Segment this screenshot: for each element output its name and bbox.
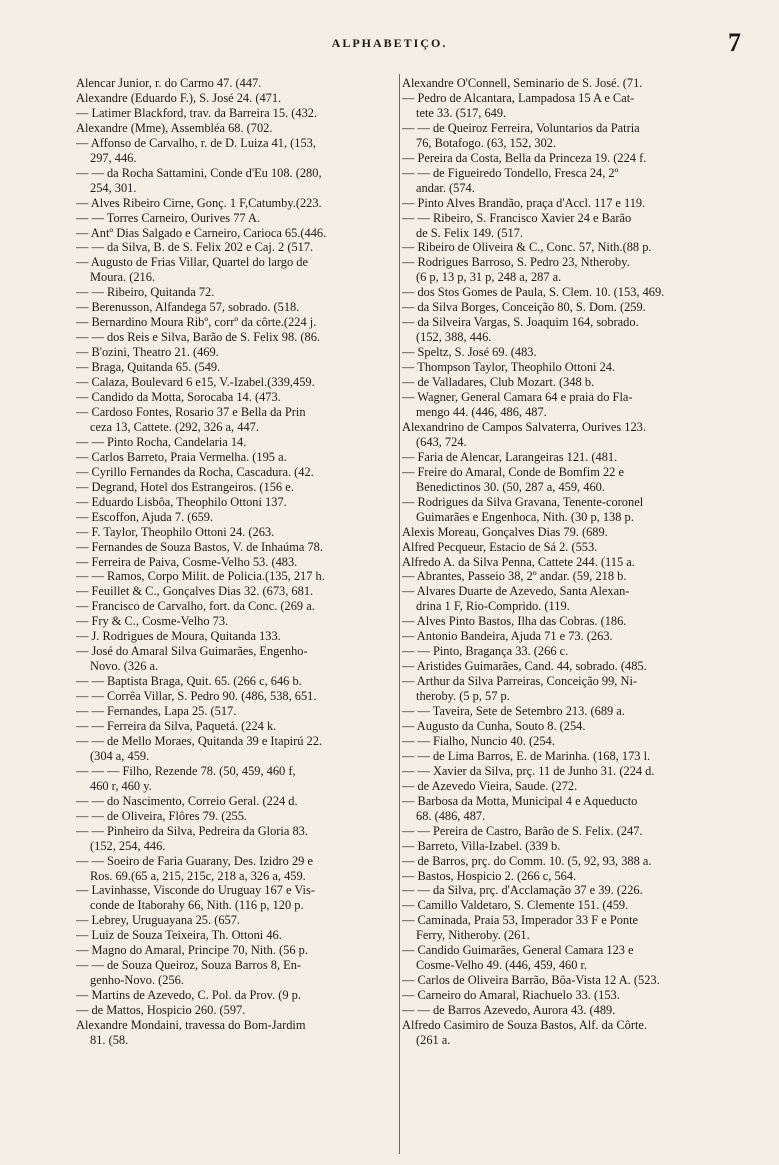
directory-entry-line: Alexis Moreau, Gonçalves Dias 79. (689. xyxy=(402,524,608,539)
directory-entry-line: 81. (58. xyxy=(90,1033,129,1047)
directory-entry-line: — — Ribeiro, S. Francisco Xavier 24 e Barão xyxy=(402,210,632,225)
directory-entry-line: — — Ribeiro, Quitanda 72. xyxy=(76,285,215,300)
directory-entry-line: — Augusto de Frias Villar, Quartel do largo de xyxy=(76,255,308,270)
directory-entry-line: — — Pinto, Bragança 33. (266 c. xyxy=(402,644,569,659)
directory-entry-line: — Wagner, General Camara 64 e praia do Fla- xyxy=(402,390,633,405)
directory-entry-line: — Pinto Alves Brandão, praça d'Accl. 117 e 119. xyxy=(402,195,646,210)
directory-entry-line: — Escoffon, Ajuda 7. (659. xyxy=(76,509,214,524)
directory-entry-line: — — de Queiroz Ferreira, Voluntarios da Patria xyxy=(402,120,640,135)
directory-entry-line: — Berenusson, Alfandega 57, sobrado. (518. xyxy=(76,300,300,315)
directory-entry-line: — — da Rocha Sattamini, Conde d'Eu 108. (280, xyxy=(76,165,322,180)
directory-entry-line: — Aristides Guimarães, Cand. 44, sobrado. (485. xyxy=(402,659,647,674)
directory-entry-line: — — Ferreira da Silva, Paquetá. (224 k. xyxy=(76,718,277,733)
directory-entry-line: — — dos Reis e Silva, Barão de S. Felix 98. (86. xyxy=(76,330,321,345)
page-header xyxy=(0,28,779,58)
directory-entry-line: — — Fialho, Nuncio 40. (254. xyxy=(402,733,555,748)
directory-entry-line: Cosme-Velho 49. (446, 459, 460 r. xyxy=(416,958,588,973)
directory-entry-line: Alfredo Casimiro de Souza Bastos, Alf. da Côrte. xyxy=(402,1018,648,1033)
directory-entry-line: — — Pereira de Castro, Barão de S. Felix. (247. xyxy=(402,823,643,838)
directory-entry-line: Ros. 69.(65 a, 215, 215c, 218 a, 326 a, 459. xyxy=(90,868,306,883)
directory-entry-line: — Antº Dias Salgado e Carneiro, Carioca 65.(446. xyxy=(76,225,327,240)
directory-entry-line: — B'ozini, Theatro 21. (469. xyxy=(76,345,219,360)
directory-entry-line: theroby. (5 p, 57 p. xyxy=(416,689,510,704)
directory-entry-line: — Eduardo Lisbôa, Theophilo Ottoni 137. xyxy=(76,494,287,509)
directory-entry-line: Alexandre O'Connell, Seminario de S. José. (71. xyxy=(402,76,643,90)
directory-entry-line: — Speltz, S. José 69. (483. xyxy=(402,345,537,360)
directory-entry-line: — da Silveira Vargas, S. Joaquim 164, sobrado. xyxy=(402,315,639,330)
directory-entry-line: — — Fernandes, Lapa 25. (517. xyxy=(76,704,237,719)
directory-entry-line: — Abrantes, Passeio 38, 2º andar. (59, 218 b. xyxy=(402,569,627,584)
directory-entry-line: — Pedro de Alcantara, Lampadosa 15 A e Cat- xyxy=(402,90,635,105)
directory-entry-line: — — de Lima Barros, E. de Marinha. (168, 173 l. xyxy=(402,748,651,763)
directory-entry-line: 254, 301. xyxy=(90,180,137,195)
directory-entry-line: — Faria de Alencar, Larangeiras 121. (481. xyxy=(402,449,618,464)
directory-entry-line: — Alves Ribeiro Cirne, Gonç. 1 F,Catumby.(223. xyxy=(76,195,322,210)
directory-entry-line: — — Corrêa Villar, S. Pedro 90. (486, 538, 651. xyxy=(76,689,317,704)
directory-entry-line: — — de Oliveira, Flôres 79. (255. xyxy=(76,808,248,823)
directory-entry-line: — Francisco de Carvalho, fort. da Conc. (269 a. xyxy=(76,599,315,614)
directory-entry-line: — Bernardino Moura Ribº, corrº da côrte.(224 j. xyxy=(76,315,317,330)
directory-entry-line: — — de Figueiredo Tondello, Fresca 24, 2º xyxy=(402,165,619,180)
directory-entry-line: — — do Nascimento, Correio Geral. (224 d. xyxy=(76,793,298,808)
directory-entry-line: — de Mattos, Hospicio 260. (597. xyxy=(76,1003,246,1018)
directory-entry-line: de S. Felix 149. (517. xyxy=(416,225,524,240)
directory-entry-line: — — Pinto Rocha, Candelaria 14. xyxy=(76,434,247,449)
directory-entry-line: (152, 254, 446. xyxy=(90,838,166,853)
directory-entry-line: — Calaza, Boulevard 6 e15, V.-Izabel.(339,459. xyxy=(76,375,315,390)
directory-entry-line: — de Barros, prç. do Comm. 10. (5, 92, 93, 388 a. xyxy=(402,853,652,868)
directory-entry-line: — — — Filho, Rezende 78. (50, 459, 460 f, xyxy=(76,763,296,778)
directory-entry-line: (261 a. xyxy=(416,1033,451,1047)
directory-entry-line: — — Taveira, Sete de Setembro 213. (689 a. xyxy=(402,704,625,719)
directory-entry-line: — — da Silva, B. de S. Felix 202 e Caj. 2 (517. xyxy=(76,240,314,255)
directory-entry-line: — Ferreira de Paiva, Cosme-Velho 53. (483. xyxy=(76,554,298,569)
directory-entry-line: — Freire do Amaral, Conde de Bomfim 22 e xyxy=(402,464,624,479)
directory-entry-line: — de Azevedo Vieira, Saude. (272. xyxy=(402,778,578,793)
column-divider xyxy=(399,74,400,1154)
directory-entry-line: — dos Stos Gomes de Paula, S. Clem. 10. (153, 469. xyxy=(402,285,665,300)
directory-entry-line: conde de Itaborahy 66, Nith. (116 p, 120 p. xyxy=(90,898,304,913)
directory-entry-line: — da Silva Borges, Conceição 80, S. Dom. (259. xyxy=(402,300,646,315)
directory-entry-line: — Bastos, Hospicio 2. (266 c, 564. xyxy=(402,868,577,883)
directory-entry-line: — — de Barros Azevedo, Aurora 43. (489. xyxy=(402,1003,616,1018)
directory-entry-line: Moura. (216. xyxy=(90,270,156,285)
directory-entry-line: Ferry, Nitheroby. (261. xyxy=(416,928,530,943)
directory-entry-line: 297, 446. xyxy=(90,150,137,165)
directory-entry-line: ceza 13, Cattete. (292, 326 a, 447. xyxy=(90,419,259,434)
directory-entry-line: Novo. (326 a. xyxy=(90,659,159,674)
directory-entry-line: — Ribeiro de Oliveira & C., Conc. 57, Nith.(88 p. xyxy=(402,240,652,255)
running-head: ALPHABETIÇO. xyxy=(331,36,448,50)
directory-entry-line: — — de Mello Moraes, Quitanda 39 e Itapirú 22. xyxy=(76,733,323,748)
directory-entry-line: — Rodrigues Barroso, S. Pedro 23, Ntheroby. xyxy=(402,255,630,270)
directory-entry-line: — Barreto, Villa-Izabel. (339 b. xyxy=(402,838,561,853)
directory-entry-line: Alfred Pecqueur, Estacio de Sá 2. (553. xyxy=(402,539,598,554)
directory-entry-line: — Caminada, Praia 53, Imperador 33 F e Ponte xyxy=(402,913,639,928)
directory-entry-line: — Braga, Quitanda 65. (549. xyxy=(76,360,221,375)
directory-entry-line: — Arthur da Silva Parreiras, Conceição 99, Ni- xyxy=(402,674,638,689)
directory-entry-line: — José do Amaral Silva Guimarães, Engenho- xyxy=(76,644,308,659)
directory-entry-line: 68. (486, 487. xyxy=(416,808,486,823)
directory-entry-line: — — Soeiro de Faria Guarany, Des. Izidro 29 e xyxy=(76,853,313,868)
directory-entry-line: — — da Silva, prç. d'Acclamação 37 e 39. (226. xyxy=(402,883,643,898)
directory-entry-line: (6 p, 13 p, 31 p, 248 a, 287 a. xyxy=(416,270,562,285)
directory-entry-line: tete 33. (517, 649. xyxy=(416,105,507,120)
directory-entry-line: 76, Botafogo. (63, 152, 302. xyxy=(416,135,557,150)
directory-entry-line: Guimarães e Engenhoca, Nith. (30 p, 138 p. xyxy=(416,509,634,524)
directory-entry-line: — Luiz de Souza Teixeira, Th. Ottoni 46. xyxy=(76,928,282,943)
directory-entry-line: — Barbosa da Motta, Municipal 4 e Aqueducto xyxy=(402,793,638,808)
directory-entry-line: Alfredo A. da Silva Penna, Cattete 244. (115 a. xyxy=(402,554,635,569)
directory-entry-line: Alexandre Mondaini, travessa do Bom-Jardim xyxy=(76,1018,306,1033)
directory-entry-line: — Fry & C., Cosme-Velho 73. xyxy=(76,614,229,629)
directory-entry-line: (152, 388, 446. xyxy=(416,330,492,345)
directory-entry-line: — Alves Pinto Bastos, Ilha das Cobras. (186. xyxy=(402,614,627,629)
directory-entry-line: — Augusto da Cunha, Souto 8. (254. xyxy=(402,718,586,733)
directory-entry-line: — J. Rodrigues de Moura, Quitanda 133. xyxy=(76,629,281,644)
directory-entry-line: andar. (574. xyxy=(416,180,475,195)
directory-entry-line: — Cyrillo Fernandes da Rocha, Cascadura. (42. xyxy=(76,464,314,479)
directory-entry-line: — Degrand, Hotel dos Estrangeiros. (156 e. xyxy=(76,479,294,494)
directory-entry-line: Alexandre (Eduardo F.), S. José 24. (471. xyxy=(76,90,282,105)
directory-entry-line: — Magno do Amaral, Principe 70, Nith. (56 p. xyxy=(76,943,308,958)
left-column xyxy=(76,76,396,1048)
directory-entry-line: (643, 724. xyxy=(416,434,467,449)
directory-entry-line: — Feuillet & C., Gonçalves Dias 32. (673, 681. xyxy=(76,584,314,599)
directory-entry-line: — Carlos de Oliveira Barrão, Bôa-Vista 12 A. (523. xyxy=(402,973,660,988)
directory-entry-line: — Alvares Duarte de Azevedo, Santa Alexan- xyxy=(402,584,630,599)
page-number: 7 xyxy=(728,28,741,57)
directory-entry-line: — Candido Guimarães, General Camara 123 e xyxy=(402,943,634,958)
directory-entry-line: (304 a, 459. xyxy=(90,748,150,763)
directory-entry-line: — Lebrey, Uruguayana 25. (657. xyxy=(76,913,241,928)
directory-entry-line: Benedictinos 30. (50, 287 a, 459, 460. xyxy=(416,479,605,494)
directory-entry-line: — Pereira da Costa, Bella da Princeza 19. (224 f. xyxy=(402,150,647,165)
directory-entry-line: — Affonso de Carvalho, r. de D. Luiza 41, (153, xyxy=(76,135,316,150)
directory-entry-line: — Antonio Bandeira, Ajuda 71 e 73. (263. xyxy=(402,629,613,644)
directory-entry-line: — Martins de Azevedo, C. Pol. da Prov. (9 p. xyxy=(76,988,301,1003)
directory-entry-line: — Carneiro do Amaral, Riachuelo 33. (153. xyxy=(402,988,620,1003)
right-column xyxy=(402,76,754,1048)
directory-entry-line: — Fernandes de Souza Bastos, V. de Inhaúma 78. xyxy=(76,539,323,554)
directory-entry-line: — Rodrigues da Silva Gravana, Tenente-coronel xyxy=(402,494,644,509)
directory-entry-line: — Latimer Blackford, trav. da Barreira 15. (432. xyxy=(76,105,318,120)
directory-entry-line: — F. Taylor, Theophilo Ottoni 24. (263. xyxy=(76,524,275,539)
directory-entry-line: — Camillo Valdetaro, S. Clemente 151. (459. xyxy=(402,898,629,913)
directory-entry-line: — Cardoso Fontes, Rosario 37 e Bella da Prin xyxy=(76,404,306,419)
directory-entry-line: — — Baptista Braga, Quit. 65. (266 c, 646 b. xyxy=(76,674,302,689)
directory-entry-line: — — de Souza Queiroz, Souza Barros 8, En- xyxy=(76,958,302,973)
directory-entry-line: Alexandre (Mme), Assembléa 68. (702. xyxy=(76,120,273,135)
directory-entry-line: — — Xavier da Silva, prç. 11 de Junho 31. (224 d. xyxy=(402,763,655,778)
directory-entry-line: — Thompson Taylor, Theophilo Ottoni 24. xyxy=(402,360,616,375)
directory-entry-line: — Candido da Motta, Sorocaba 14. (473. xyxy=(76,390,281,405)
directory-entry-line: Alencar Junior, r. do Carmo 47. (447. xyxy=(76,76,262,90)
directory-entry-line: — — Pinheiro da Silva, Pedreira da Gloria 83. xyxy=(76,823,308,838)
directory-entry-line: genho-Novo. (256. xyxy=(90,973,184,988)
directory-entry-line: — — Torres Carneiro, Ourives 77 A. xyxy=(76,210,261,225)
directory-entry-line: — Lavinhasse, Visconde do Uruguay 167 e Vis- xyxy=(76,883,315,898)
directory-entry-line: — Carlos Barreto, Praia Vermelha. (195 a. xyxy=(76,449,287,464)
directory-entry-line: mengo 44. (446, 486, 487. xyxy=(416,404,547,419)
directory-entry-line: — de Valladares, Club Mozart. (348 b. xyxy=(402,375,595,390)
directory-entry-line: Alexandrino de Campos Salvaterra, Ourives 123. xyxy=(402,419,646,434)
directory-entry-line: drina 1 F, Rio-Comprido. (119. xyxy=(416,599,570,614)
directory-entry-line: 460 r, 460 y. xyxy=(90,778,152,793)
directory-entry-line: — — Ramos, Corpo Milit. de Policia.(135, 217 h. xyxy=(76,569,325,584)
